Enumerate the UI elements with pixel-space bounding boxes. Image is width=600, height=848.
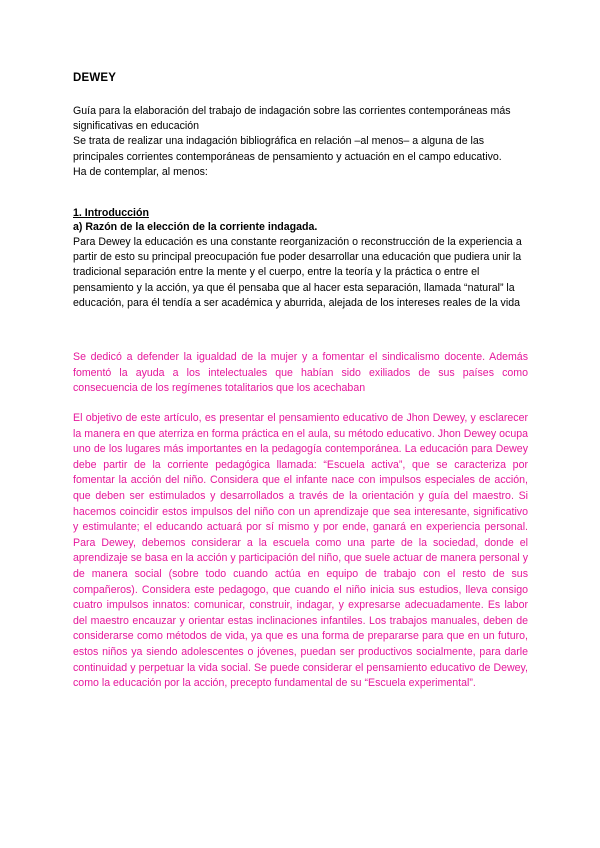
document-title: DEWEY [73,72,117,84]
intro-guide-line: Guía para la elaboración del trabajo de indagación sobre las corrientes contemporáneas más significativas en educación [73,105,511,133]
body-paragraph: Para Dewey la educación es una constante reorganización o reconstrucción de la experiencia a partir de esto su principal preocupación fue poder desarrollar una educación que pudiera unir la tradicional separación entre la mente y el cuerpo, entre la teoría y la práctica o entre el pensamiento y la acción, ya que él pensaba que al hacer esta separación, llamada “natural” la educación, para él tendía a ser académica y aburrida, alejada de los intereses reales de la vida [73,236,522,309]
highlight-paragraph-2: El objetivo de este artículo, es presentar el pensamiento educativo de Jhon Dewey, y esclarecer la manera en que aterriza en forma práctica en el aula, su método educativo. Jhon Dewey ocupa uno de los lugares más importantes en la pedagogía contemporánea. La educación para Dewey debe partir de la corriente pedagógica llamada: “Escuela activa”, que se caracteriza por fomentar la acción del niño. Considera que el infante nace con impulsos especiales de acción, que deben ser estimulados y desarrollados a través de la orientación y guía del maestro. Si hacemos coincidir estos impulsos del niño con un aprendizaje que sea interesante, significativo y estimulante; el educando actuará por sí mismo y por ende, ganará en experiencia personal. Para Dewey, debemos considerar a la escuela como una parte de la sociedad, donde el aprendizaje se basa en la acción y participación del niño, que suele actuar de manera personal y de manera social (sobre todo cuando actúa en equipo de trabajo con el resto de sus compañeros). Considera este pedagogo, que cuando el niño inicia sus estudios, lleva consigo cuatro impulsos innatos: comunicar, construir, indagar, y expresarse adecuadamente. Es labor del maestro encauzar y orientar estas inclinaciones infantiles. Los trabajos manuales, deben de considerarse como métodos de vida, ya que es una forma de prepararse para que en un futuro, estos niños ya siendo adolescentes o jóvenes, puedan ser productivos socialmente, para darle continuidad y perpetuar la vida social. Se puede considerar el pensamiento educativo de Dewey, como la educación por la acción, precepto fundamental de su “Escuela experimental”. [73,412,528,690]
highlight-paragraph-1: Se dedicó a defender la igualdad de la mujer y a fomentar el sindicalismo docente. Además fomentó la ayuda a los intelectuales que habían sido exiliados de sus países como consecuencia de los regímenes totalitarios que los acechaban [73,351,528,395]
intro-requirements: Ha de contemplar, al menos: [73,165,208,178]
section-heading: 1. Introducción [73,207,149,219]
intro-block [73,104,533,180]
subsection-heading: a) Razón de la elección de la corriente indagada. [73,221,318,233]
intro-description: Se trata de realizar una indagación bibliográfica en relación –al menos– a alguna de las principales corrientes contemporáneas de pensamiento y actuación en el campo educativo. [73,135,502,163]
